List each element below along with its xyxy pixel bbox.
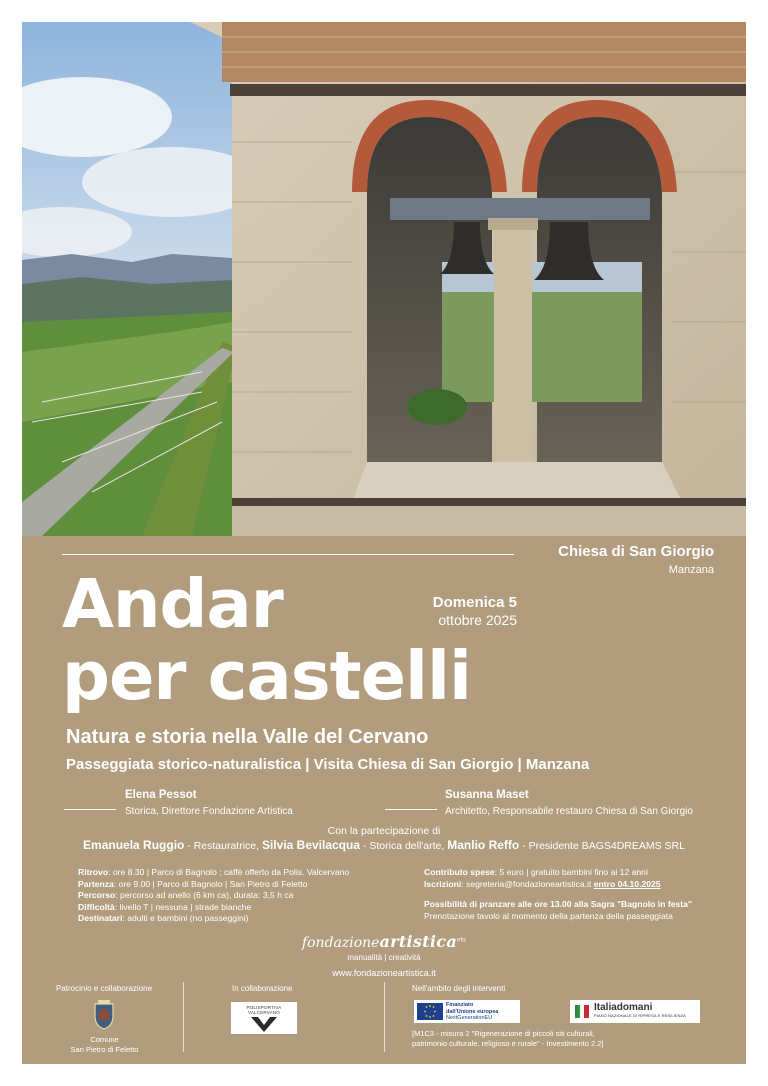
event-subtitle: Natura e storia nella Valle del Cervano	[66, 726, 429, 748]
top-divider	[62, 554, 514, 555]
venue-place: Manzana	[668, 564, 714, 576]
speaker-1	[125, 789, 293, 817]
speaker-dash	[64, 809, 116, 810]
context-label: Nell'ambito degli interventi	[412, 984, 506, 993]
registration-deadline: entro 04.10.2025	[593, 878, 661, 889]
cost-row: Contributo spese: 5 euro | gratuito bambini fino ai 12 anni	[424, 867, 648, 877]
collab-label: In collaborazione	[232, 984, 293, 993]
speaker-name: Elena Pessot	[125, 789, 197, 801]
venue-name: Chiesa di San Giorgio	[558, 543, 714, 560]
speaker-name: Susanna Maset	[445, 789, 529, 801]
venue-block	[558, 543, 714, 576]
participant-role: - Storica dell'arte,	[360, 840, 448, 852]
registration-info	[424, 867, 692, 922]
foundation-url[interactable]: www.fondazioneartistica.it	[332, 968, 436, 978]
date-day: Domenica 5	[432, 594, 517, 611]
comune-name: Comune San Pietro di Feletto	[70, 1035, 139, 1054]
participant-name: Manlio Reffo	[447, 838, 520, 852]
speaker-role: Architetto, Responsabile restauro Chiesa di San Giorgio	[445, 806, 693, 817]
polisportiva-mark-icon	[249, 1015, 279, 1033]
booking-note: Prenotazione tavolo al momento della partenza della passeggiata	[424, 910, 673, 921]
participation-list	[22, 838, 746, 852]
speaker-role: Storica, Direttore Fondazione Artistica	[125, 806, 293, 817]
eu-funding-logo: Finanziato dall'Unione europea NextGenerationEU	[414, 1000, 520, 1023]
title-line-1: Andar	[62, 565, 283, 643]
lunch-note: Possibilità di pranzare alle ore 13.00 alla Sagra "Bagnolo in festa"	[424, 899, 692, 909]
speaker-dash	[385, 809, 437, 810]
eu-flag-icon	[417, 1003, 443, 1020]
footer-divider	[384, 982, 385, 1052]
participant-name: Emanuela Ruggio	[83, 838, 185, 852]
event-title	[62, 565, 471, 715]
info-row: Ritrovo: ore 8.30 | Parco di Bagnolo ; caffè offerto da Polis. Valcervano	[78, 867, 350, 877]
info-row: Partenza: ore 9.00 | Parco di Bagnolo | San Pietro di Feletto	[78, 878, 308, 889]
info-row: Destinatari: adulti e bambini (no passeggini)	[78, 913, 249, 923]
info-row: Percorso: percorso ad anello (6 km ca), durata: 3,5 h ca	[78, 890, 294, 900]
title-line-2: per castelli	[62, 637, 471, 715]
foundation-logo: fondazioneartistica$^{ets}$	[301, 932, 467, 951]
footer-divider	[183, 982, 184, 1052]
participant-role: - Restauratrice,	[184, 840, 262, 852]
event-program: Passeggiata storico-naturalistica | Visita Chiesa di San Giorgio | Manzana	[66, 756, 590, 773]
participant-role: - Presidente BAGS4DREAMS SRL	[519, 840, 685, 852]
bell-tower-illustration	[22, 22, 746, 536]
bell-tower-photo	[22, 22, 746, 536]
polisportiva-logo: POLISPORTIVA VALCERVANO	[231, 1002, 297, 1034]
registration-row: Iscrizioni: segreteria@fondazioneartistica.it entro 04.10.2025	[424, 878, 661, 889]
patronage-label: Patrocinio e collaborazione	[56, 984, 153, 993]
participation-label: Con la partecipazione di	[327, 825, 441, 837]
italiadomani-logo: Italiadomani PIANO NAZIONALE DI RIPRESA E RESILIENZA	[570, 1000, 700, 1023]
event-date	[417, 594, 517, 628]
event-poster	[22, 22, 746, 1064]
practical-info	[78, 867, 349, 925]
funding-measure-note: [M1C3 - misura 2 "Rigenerazione di piccoli siti culturali, patrimonio culturale, religioso e rurale" - Investimento 2.2]	[412, 1029, 604, 1048]
foundation-tagline: manualità | creatività	[347, 953, 421, 962]
speaker-2	[445, 789, 693, 817]
italy-flag-icon	[575, 1005, 589, 1018]
foundation-block	[22, 932, 746, 978]
info-row: Difficoltà: livello T | nessuna | strade bianche	[78, 901, 252, 912]
date-month: ottobre 2025	[438, 612, 517, 628]
participant-name: Silvia Bevilacqua	[261, 838, 361, 852]
comune-crest-icon	[93, 1000, 115, 1030]
